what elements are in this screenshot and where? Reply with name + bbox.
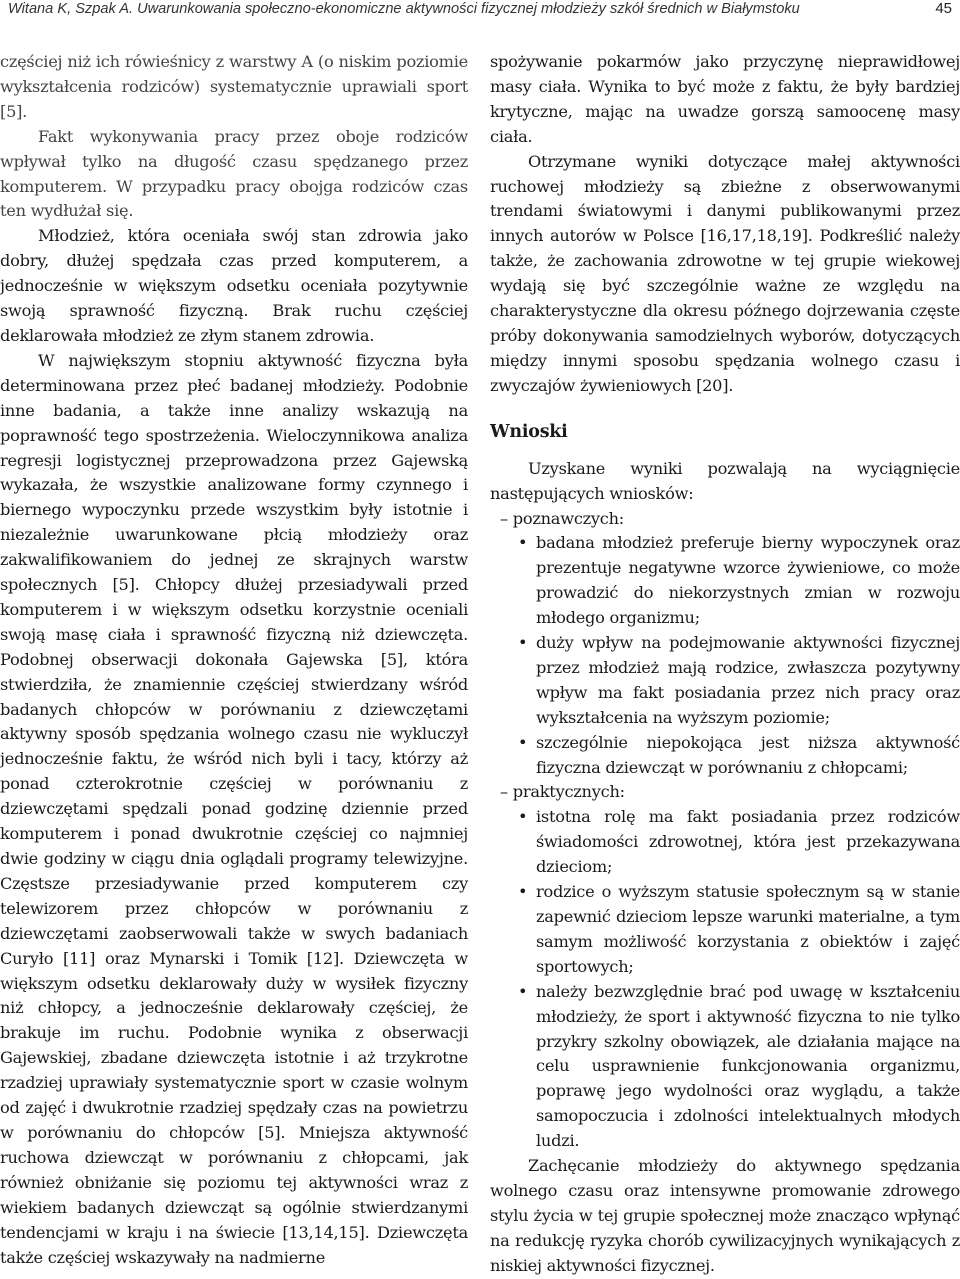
bullet-list (490, 531, 960, 780)
bullet-item: • należy bezwzględnie brać pod uwagę w kształceniu młodzieży, że sport i aktywność fizyczna to nie tylko przykry szkolny obowiązek, ale działania mające na celu usprawnienie funkcjonowania organizmu, poprawę jego wydolności oraz wyglądu, a także samopoczucia i zdolności intelektualnych młodych ludzi. (536, 980, 960, 1154)
list-item (490, 780, 960, 1154)
running-header (8, 0, 952, 32)
paragraph: Uzyskane wyniki pozwalają na wyciągnięcie następujących wniosków: (490, 458, 960, 503)
paragraph: W największym stopniu aktywność fizyczna była determinowana przez płeć badanej młodzieży. Podobnie inne badania, a także inne analizy wskazują na poprawność tego spostrzeżenia. Wieloczynnikowa analiza regresji logistycznej przeprowadzona przez Gajewską wykazała, że wszystkie analizowane formy czynnego i biernego wypoczynku przede wszystkim były istotnie i niezależnie uwarunkowane płcią młodzieży oraz zakwalifikowaniem do jednej ze skrajnych warstw społecznych [5]. Chłopcy dłużej przesiadywali przed komputerem i w większym odsetku korzystnie oceniali swoją masę ciała i sprawność fizyczną niż dziewczęta. Podobnej obserwacji dokonała Gajewska [5], która stwierdziła, że znamiennie częściej stwierdzany wśród badanych chłopców w porównaniu z dziewczętami aktywny sposób spędzania wolnego czasu nie wykluczył jednocześnie faktu, że wśród nich byli i tacy, którzy aż ponad czterokrotnie częściej w porównaniu z dziewczętami spędzali ponad godzinę dziennie przed komputerem i ponad dwukrotnie częściej co najmniej dwie godziny w ciągu dnia oglądali programy telewizyjne. Częstsze przesiadywanie przed komputerem czy telewizorem przez chłopców w porównaniu z dziewczętami zaobserwowali także w swych badaniach Curyło [11] oraz Mynarski i Tomik [12]. Dziewczęta w większym odsetku deklarowały duży w wysiłek fizyczny niż chłopcy, a jednocześnie deklarowały częściej, że brakuje im ruchu. Podobnie wynika z obserwacji Gajewskiej, zbadane dziewczęta istotnie i aż trzykrotne rzadziej uprawiały systematycznie sport w czasie wolnym od zajęć i dwukrotnie rzadziej spędzały czas na powietrzu w porównaniu do chłopców [5]. Mniejsza aktywność ruchowa dziewcząt w porównaniu z chłopcami, jak również obniżanie się poziomu tej aktywności wraz z wiekiem badanych dziewcząt są ogólnie stwierdzanymi tendencjami w kraju i na świecie [13,14,15]. Dziewczęta także częściej wskazywały na nadmierne (0, 350, 468, 1267)
paragraph: Młodzież, która oceniała swój stan zdrowia jako dobry, dłużej spędzała czas przed komputerem, a jednocześnie w większym odsetku oceniała pozytywnie swoją sprawność fizyczną. Brak ruchu częściej deklarowała młodzież ze złym stanem zdrowia. (0, 226, 468, 345)
bullet-item: • duży wpływ na podejmowanie aktywności fizycznej przez młodzież mają rodzice, zwłaszcza pozytywny wpływ ma fakt posiadania przez nich pracy oraz wykształcenia na wyższym poziomie; (536, 631, 960, 731)
left-column (0, 50, 468, 1270)
bullet-item: • istotna rolę ma fakt posiadania przez rodziców świadomości zdrowotnej, która jest przekazywana dzieciom; (536, 805, 960, 880)
page-number: 45 (935, 0, 952, 17)
paragraph: Fakt wykonywania pracy przez oboje rodziców wpływał tylko na długość czasu spędzanego przez komputerem. W przypadku pracy obojga rodziców czas ten wydłużał się. (0, 126, 468, 221)
group-label: – poznawczych: (490, 507, 960, 532)
group-label: – praktycznych: (490, 780, 960, 805)
right-column (490, 50, 960, 1279)
running-title: Witana K, Szpak A. Uwarunkowania społeczno-ekonomiczne aktywności fizycznej młodzieży szkół średnich w Białymstoku (8, 1, 800, 17)
conclusions-list (490, 507, 960, 1155)
bullet-list (490, 805, 960, 1154)
section-heading: Wnioski (490, 421, 568, 442)
paragraph: spożywanie pokarmów jako przyczynę nieprawidłowej masy ciała. Wynika to być może z faktu, że były bardziej krytyczne, mając na uwadze gorszą samoocenę masy ciała. (490, 52, 960, 146)
paragraph: Zachęcanie młodzieży do aktywnego spędzania wolnego czasu oraz intensywne promowanie zdrowego stylu życia w tej grupie społecznej może znacząco wpłynąć na redukcję ryzyka chorób cywilizacyjnych wynikających z niskiej aktywności fizycznej. (490, 1156, 960, 1275)
bullet-item: • szczególnie niepokojąca jest niższa aktywność fizyczna dziewcząt w porównaniu z chłopcami; (536, 731, 960, 781)
paragraph: częściej niż ich rówieśnicy z warstwy A (o niskim poziomie wykształcenia rodziców) systematycznie uprawiali sport [5]. (0, 52, 468, 121)
bullet-item: • rodzice o wyższym statusie społecznym są w stanie zapewnić dzieciom lepsze warunki materialne, a tym samym możliwość korzystania z obiektów i zajęć sportowych; (536, 880, 960, 980)
list-item (490, 507, 960, 781)
paragraph: Otrzymane wyniki dotyczące małej aktywności ruchowej młodzieży są zbieżne z obserwowanymi trendami światowymi i danymi publikowanymi przez innych autorów w Polsce [16,17,18,19]. Podkreślić należy także, że zachowania zdrowotne w tej grupie wiekowej wydają się być szczególnie ważne ze względu na charakterystyczne dla okresu późnego dojrzewania częste próby dokonywania samodzielnych wyborów, dotyczących między innymi sposobu spędzania wolnego czasu i zwyczajów żywieniowych [20]. (490, 151, 960, 395)
bullet-item: • badana młodzież preferuje bierny wypoczynek oraz prezentuje negatywne wzorce żywieniowe, co może prowadzić do niekorzystnych zmian w rozwoju młodego organizmu; (536, 531, 960, 631)
